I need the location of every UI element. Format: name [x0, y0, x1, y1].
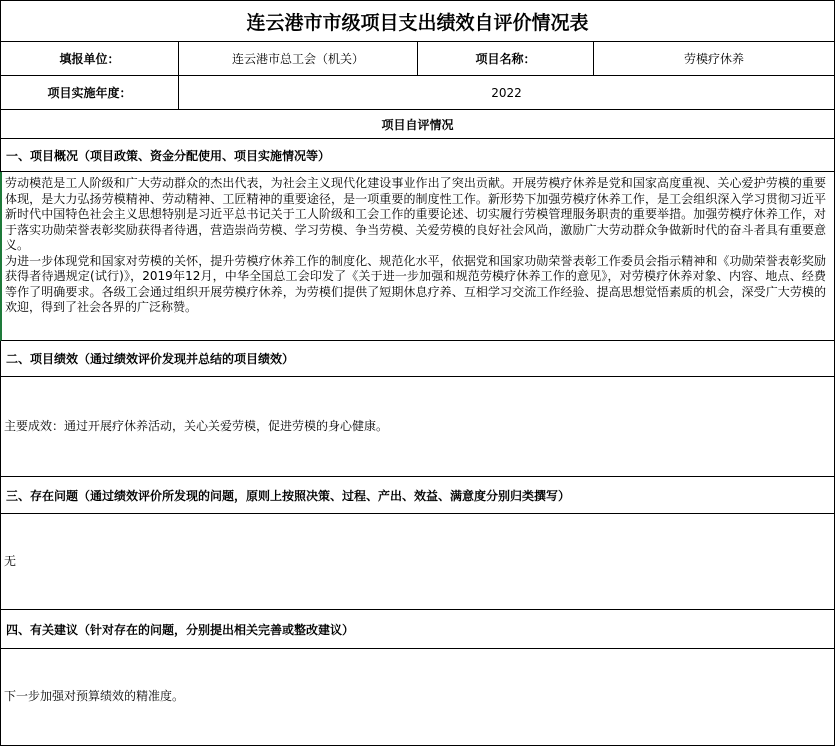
year-value[interactable]: 2022 — [178, 76, 835, 109]
self-evaluation-heading: 项目自评情况 — [0, 110, 835, 139]
section-suggestions-heading: 四、有关建议（针对存在的问题，分别提出相关完善或整改建议） — [0, 610, 835, 649]
form-title: 连云港市市级项目支出绩效自评价情况表 — [0, 0, 835, 42]
project-name-label: 项目名称： — [417, 42, 593, 75]
unit-value[interactable]: 连云港市总工会（机关） — [178, 42, 417, 75]
section-overview-heading: 一、项目概况（项目政策、资金分配使用、项目实施情况等） — [0, 139, 835, 172]
project-name-value[interactable]: 劳模疗休养 — [593, 42, 835, 75]
unit-label: 填报单位： — [0, 42, 178, 75]
section-suggestions-body[interactable] — [0, 649, 835, 746]
section-overview-body[interactable] — [0, 172, 835, 341]
info-row-year — [0, 76, 835, 110]
section-problems-heading: 三、存在问题（通过绩效评价所发现的问题，原则上按照决策、过程、产出、效益、满意度分别归类撰写） — [0, 477, 835, 514]
section-problems-body[interactable] — [0, 514, 835, 610]
performance-text: 主要成效：通过开展疗休养活动，关心关爱劳模，促进劳模的身心健康。 — [4, 418, 389, 433]
section-performance-heading: 二、项目绩效（通过绩效评价发现并总结的项目绩效） — [0, 341, 835, 377]
year-label: 项目实施年度： — [0, 76, 178, 109]
problems-text: 无 — [4, 553, 17, 568]
overview-paragraph-1: 劳动模范是工人阶级和广大劳动群众的杰出代表，为社会主义现代化建设事业作出了突出贡献。开展劳模疗休养是党和国家高度重视、关心爱护劳模的重要体现，是大力弘扬劳模精神、劳动精神、工匠精神的重要途径，是一项重要的制度性工作。新形势下加强劳模疗休养工作，是工会组织深入学习贯彻习近平新时代中国特色社会主义思想特别是习近平总书记关于工人阶级和工会工作的重要论述、切实履行劳模管理服务职责的重要举措。加强劳模疗休养工作，对于落实功勋荣誉表彰奖励获得者待遇，营造崇尚劳模、学习劳模、争当劳模、关爱劳模的良好社会风尚，激励广大劳动群众争做新时代的奋斗者具有重要意义。 — [5, 176, 826, 252]
section-performance-body[interactable] — [0, 377, 835, 477]
overview-paragraph-2: 为进一步体现党和国家对劳模的关怀，提升劳模疗休养工作的制度化、规范化水平，依据党和国家功勋荣誉表彰工作委员会指示精神和《功勋荣誉表彰奖励获得者待遇规定(试行)》，2019年12月，中华全国总工会印发了《关于进一步加强和规范劳模疗休养工作的意见》，对劳模疗休养对象、内容、地点、经费等作了明确要求。各级工会通过组织开展劳模疗休养，为劳模们提供了短期休息疗养、互相学习交流工作经验、提高思想觉悟素质的机会，深受广大劳模的欢迎，得到了社会各界的广泛称赞。 — [5, 253, 826, 314]
info-row-unit — [0, 42, 835, 76]
suggestions-text: 下一步加强对预算绩效的精准度。 — [4, 689, 185, 704]
